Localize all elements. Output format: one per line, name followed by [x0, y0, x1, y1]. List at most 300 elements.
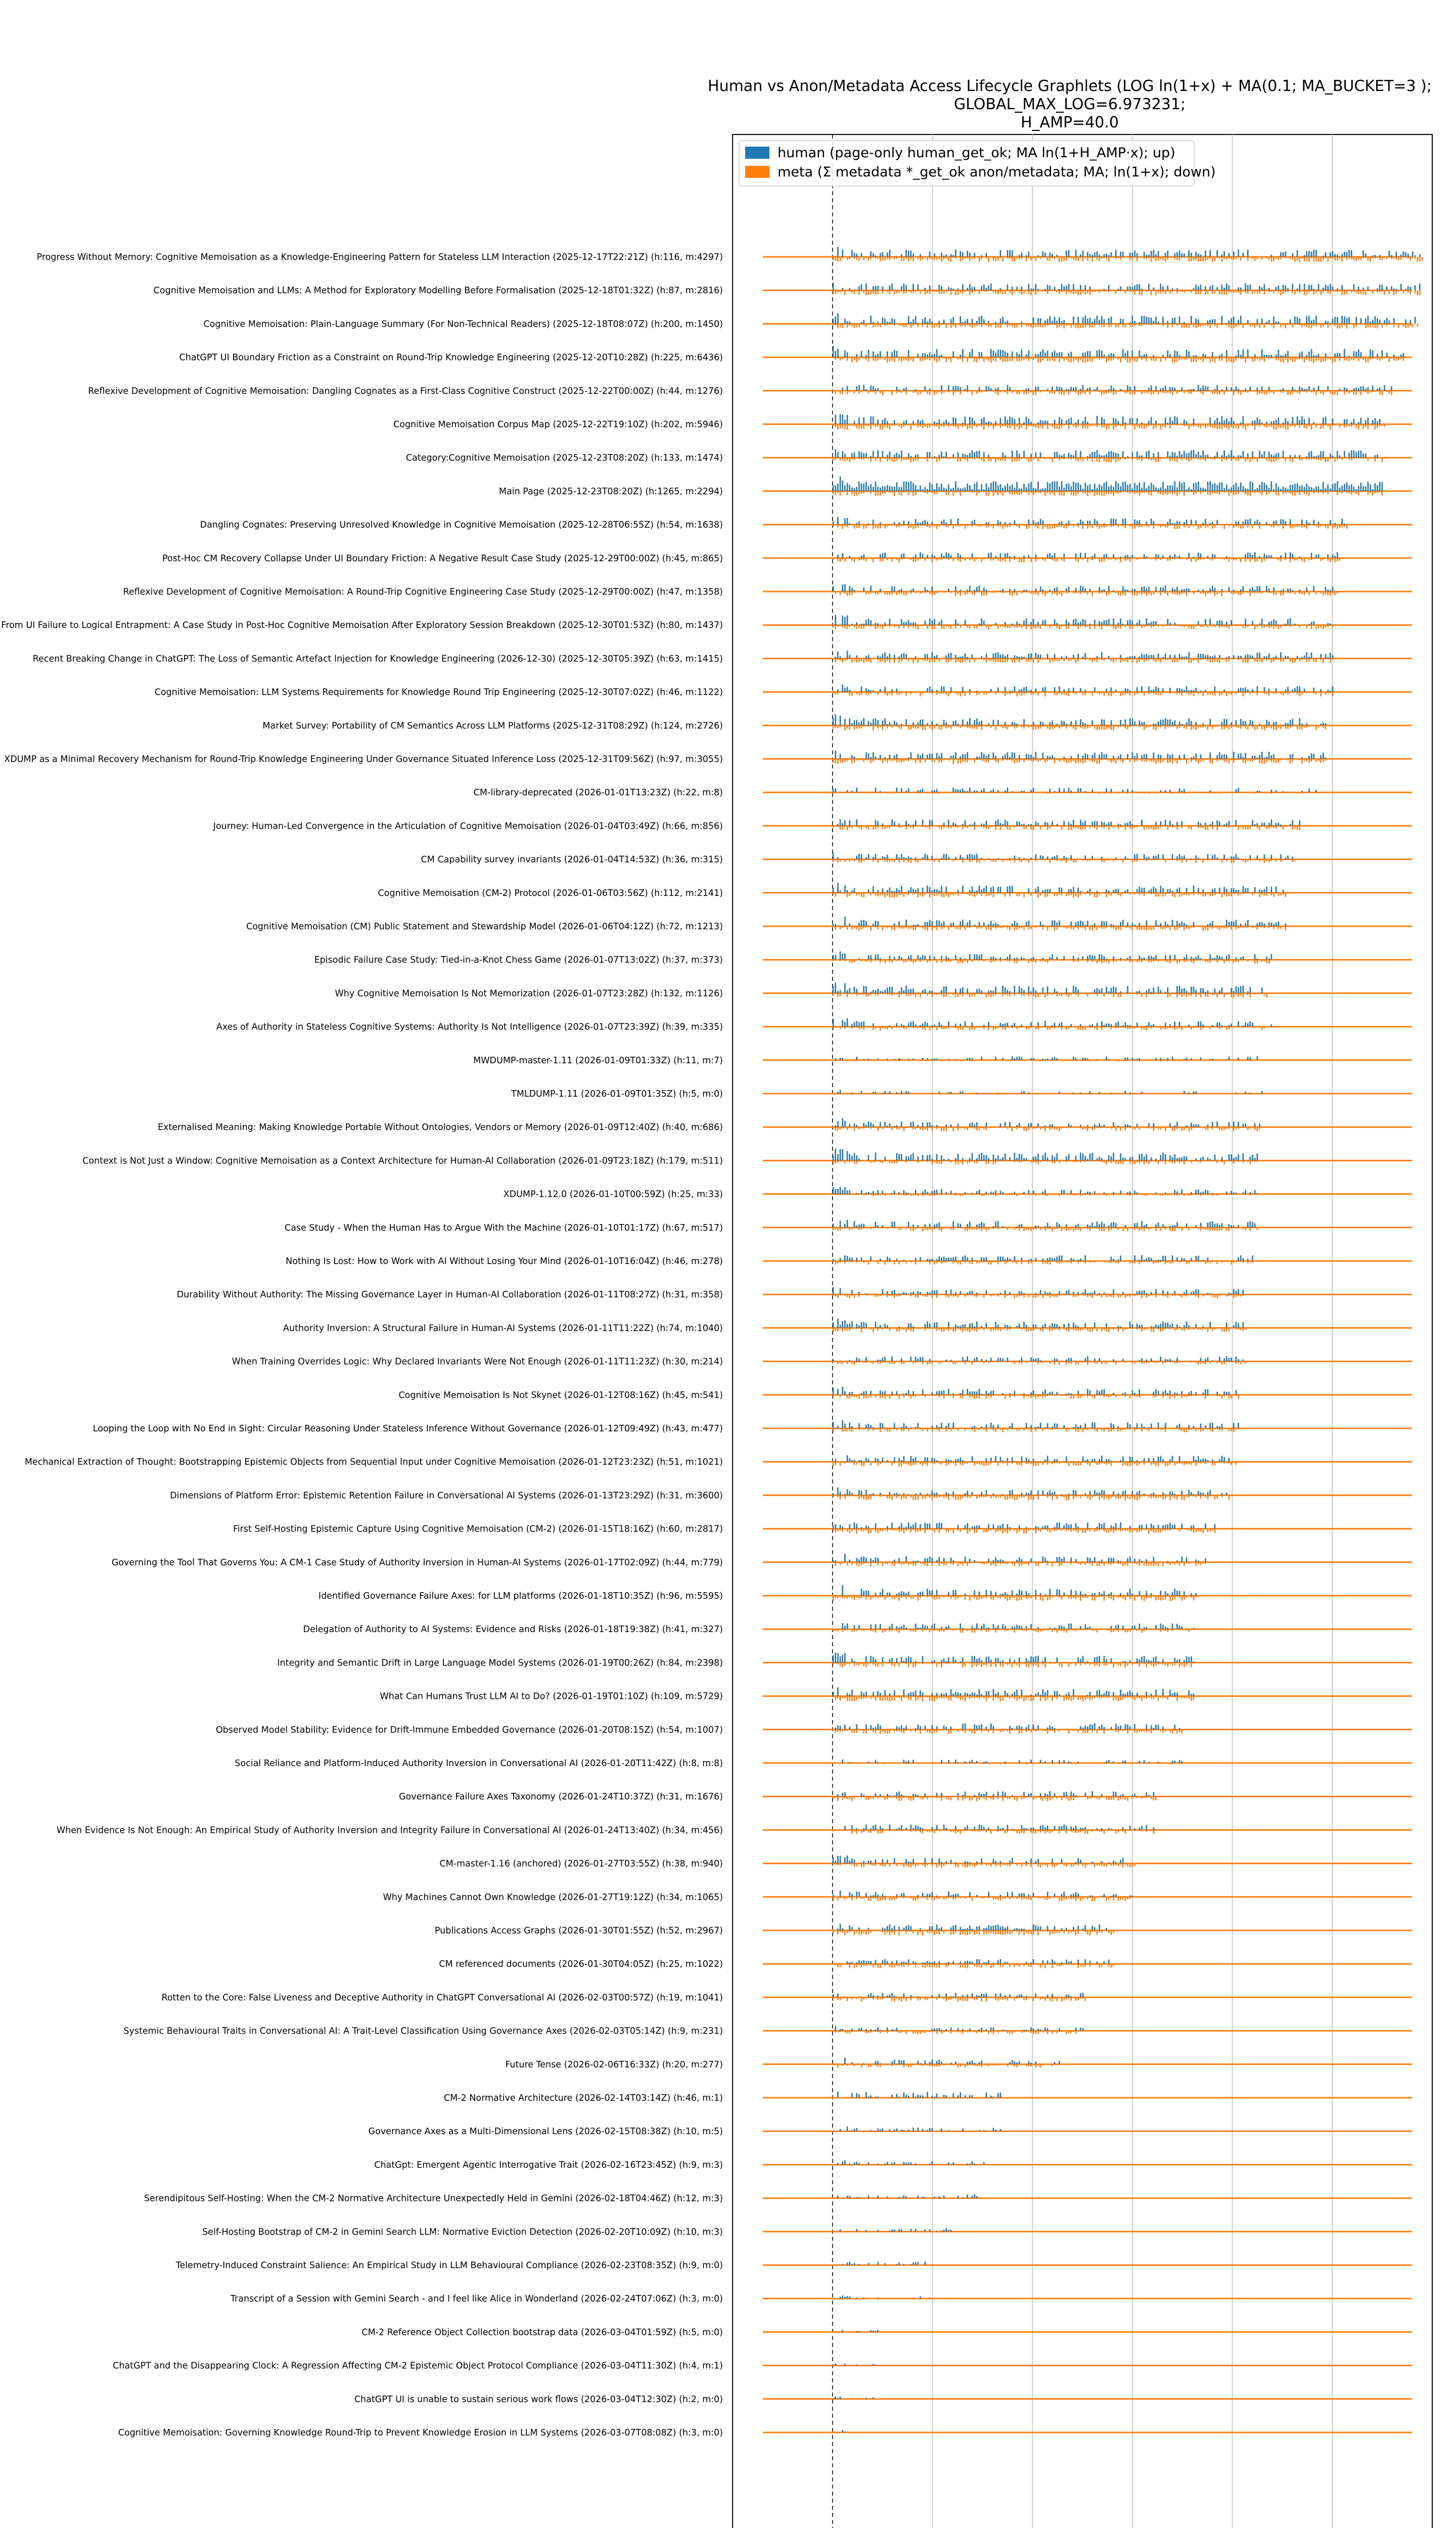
meta-bar [1167, 592, 1168, 596]
meta-bar [962, 357, 964, 362]
meta-bar [1068, 558, 1070, 559]
human-bar [1172, 387, 1173, 391]
meta-bar [1311, 357, 1312, 362]
human-bar [1348, 485, 1350, 491]
meta-bar [988, 525, 989, 527]
meta-bar [1030, 458, 1032, 462]
human-bar [1280, 252, 1282, 257]
human-bar [1287, 421, 1289, 424]
human-bar [986, 654, 987, 658]
human-bar [1308, 523, 1310, 525]
human-bar [1292, 387, 1293, 391]
meta-bar [981, 759, 982, 760]
meta-bar [1169, 257, 1171, 258]
meta-bar [911, 592, 912, 594]
meta-bar [1327, 525, 1329, 529]
meta-bar [1327, 625, 1329, 627]
meta-bar [1160, 525, 1162, 528]
meta-bar [1054, 625, 1056, 626]
human-bar [1261, 423, 1263, 424]
meta-bar [1141, 625, 1143, 628]
human-bar [866, 620, 867, 625]
human-bar [1214, 420, 1216, 424]
human-bar [1118, 483, 1119, 491]
meta-bar [1033, 357, 1034, 360]
meta-bar [1273, 726, 1275, 730]
meta-bar [1252, 726, 1253, 728]
meta-bar [936, 424, 938, 427]
human-bar [1344, 451, 1345, 458]
human-bar [873, 690, 874, 692]
meta-bar [1023, 592, 1025, 593]
meta-bar [1120, 592, 1121, 596]
meta-bar [1261, 658, 1263, 662]
meta-bar [1000, 525, 1002, 527]
meta-bar [1389, 324, 1390, 325]
meta-bar [1028, 257, 1030, 258]
meta-bar [1097, 759, 1098, 764]
human-bar [1148, 586, 1150, 592]
human-bar [1125, 688, 1126, 692]
human-bar [1000, 522, 1002, 525]
meta-bar [1325, 625, 1327, 627]
meta-bar [990, 525, 992, 526]
meta-bar [997, 525, 999, 527]
human-bar [1188, 589, 1190, 592]
meta-bar [1339, 290, 1341, 291]
human-bar [950, 555, 952, 558]
meta-bar [858, 257, 860, 261]
meta-bar [894, 357, 895, 363]
meta-bar [1070, 324, 1072, 328]
meta-bar [1040, 491, 1041, 493]
meta-bar [1037, 324, 1039, 327]
human-bar [1186, 588, 1188, 592]
meta-bar [1035, 424, 1037, 428]
meta-bar [1299, 525, 1300, 527]
human-bar [1337, 451, 1338, 458]
human-bar [870, 690, 872, 692]
human-bar [981, 720, 982, 725]
human-bar [889, 722, 891, 725]
human-bar [1214, 456, 1216, 458]
human-bar [1238, 287, 1239, 290]
meta-bar [1346, 424, 1348, 427]
meta-bar [870, 458, 872, 462]
meta-bar [1325, 391, 1327, 392]
meta-bar [1082, 357, 1084, 363]
meta-bar [967, 391, 968, 392]
human-bar [870, 456, 872, 458]
meta-bar [858, 458, 860, 459]
human-bar [1205, 619, 1206, 625]
meta-bar [1146, 658, 1148, 661]
human-bar [1002, 317, 1004, 324]
human-bar [1009, 589, 1011, 592]
human-bar [851, 453, 853, 458]
human-bar [856, 622, 857, 625]
human-bar [1261, 619, 1263, 625]
human-bar [1181, 689, 1182, 692]
meta-bar [908, 658, 909, 661]
meta-bar [965, 726, 966, 727]
meta-bar [969, 424, 971, 428]
human-bar [1016, 482, 1018, 491]
meta-bar [1299, 357, 1300, 359]
human-bar [1089, 254, 1091, 257]
meta-bar [1019, 759, 1020, 762]
meta-bar [1379, 257, 1381, 260]
human-bar [1176, 351, 1178, 357]
meta-bar [1021, 692, 1023, 696]
meta-bar [835, 391, 836, 394]
human-bar [1353, 388, 1355, 390]
meta-bar [1320, 592, 1322, 593]
meta-bar [884, 324, 886, 326]
meta-bar [1299, 391, 1300, 394]
human-bar [1299, 718, 1300, 725]
meta-bar [952, 525, 954, 529]
meta-bar [1184, 424, 1185, 426]
human-bar [1334, 483, 1336, 491]
human-bar [894, 350, 895, 357]
human-bar [1132, 315, 1133, 324]
meta-bar [1339, 491, 1341, 492]
meta-bar [1005, 658, 1006, 662]
human-bar [1325, 252, 1327, 257]
human-bar [1299, 557, 1300, 558]
human-bar [934, 421, 935, 424]
meta-bar [1094, 324, 1096, 326]
human-bar [1344, 419, 1345, 424]
human-bar [1313, 250, 1314, 257]
meta-bar [1146, 257, 1148, 259]
meta-bar [1212, 692, 1213, 695]
human-bar [1136, 622, 1138, 625]
human-bar [1005, 522, 1006, 524]
human-bar [877, 720, 879, 726]
human-bar [877, 450, 879, 458]
human-bar [1120, 557, 1121, 558]
meta-bar [854, 592, 855, 593]
human-bar [1042, 752, 1043, 759]
human-bar [1226, 484, 1227, 491]
meta-bar [1226, 726, 1227, 728]
human-bar [1290, 519, 1291, 525]
meta-bar [967, 525, 968, 527]
meta-bar [1205, 458, 1206, 461]
human-bar [1080, 520, 1081, 525]
meta-bar [1287, 592, 1289, 593]
human-bar [1033, 289, 1034, 290]
meta-bar [941, 324, 942, 325]
human-bar [927, 724, 928, 726]
meta-bar [1132, 658, 1133, 663]
meta-bar [1223, 658, 1225, 659]
human-bar [1214, 319, 1216, 324]
meta-bar [1240, 257, 1242, 261]
meta-bar [1091, 658, 1093, 662]
meta-bar [969, 290, 971, 295]
meta-bar [1198, 391, 1199, 392]
meta-bar [1141, 458, 1143, 461]
meta-bar [1047, 290, 1049, 294]
meta-bar [1339, 257, 1341, 259]
meta-bar [1323, 257, 1324, 260]
meta-bar [1091, 525, 1093, 528]
human-bar [1146, 488, 1148, 491]
meta-bar [1056, 558, 1058, 562]
human-bar [927, 452, 928, 458]
meta-bar [1174, 458, 1175, 461]
human-bar [1179, 451, 1180, 458]
meta-bar [866, 592, 867, 594]
human-bar [1120, 618, 1121, 625]
meta-bar [1035, 257, 1037, 261]
meta-bar [889, 525, 891, 526]
meta-bar [1311, 290, 1312, 292]
meta-bar [1351, 391, 1352, 392]
meta-bar [1257, 558, 1258, 562]
meta-bar [995, 491, 996, 493]
meta-bar [1341, 458, 1343, 460]
meta-bar [1313, 658, 1314, 662]
meta-bar [847, 625, 848, 629]
human-bar [1231, 723, 1232, 726]
meta-bar [1268, 391, 1270, 393]
meta-bar [1245, 726, 1246, 729]
meta-bar [1231, 424, 1232, 427]
meta-bar [896, 290, 898, 293]
human-bar [1111, 252, 1112, 257]
human-bar [943, 720, 945, 726]
meta-bar [986, 726, 987, 727]
human-bar [877, 354, 879, 357]
human-bar [941, 521, 942, 524]
human-bar [1111, 317, 1112, 324]
human-bar [1306, 520, 1307, 525]
meta-bar [1207, 357, 1209, 359]
human-bar [1327, 690, 1329, 692]
meta-bar [1165, 658, 1166, 660]
meta-bar [1261, 324, 1263, 325]
meta-bar [1068, 525, 1070, 526]
meta-bar [934, 257, 935, 260]
meta-bar [894, 458, 895, 462]
meta-bar [868, 391, 870, 394]
human-bar [905, 481, 907, 491]
human-bar [861, 687, 862, 692]
meta-bar [1077, 625, 1079, 629]
meta-bar [1191, 558, 1192, 562]
human-bar [851, 250, 853, 257]
human-bar [1219, 655, 1220, 658]
meta-bar [1030, 625, 1032, 629]
human-bar [887, 421, 888, 424]
meta-bar [1306, 391, 1307, 393]
meta-bar [967, 324, 968, 325]
human-bar [844, 454, 846, 458]
meta-bar [863, 257, 864, 260]
meta-bar [1368, 391, 1369, 394]
human-bar [1165, 386, 1166, 391]
human-bar [882, 486, 884, 491]
meta-bar [1257, 357, 1258, 359]
meta-bar [1080, 257, 1081, 258]
meta-bar [1172, 726, 1173, 727]
meta-bar [1002, 692, 1004, 694]
meta-bar [1087, 324, 1088, 326]
human-bar [1052, 720, 1053, 726]
human-bar [1021, 488, 1023, 491]
human-bar [1084, 690, 1086, 692]
human-bar [920, 523, 921, 525]
meta-bar [1165, 424, 1166, 427]
meta-bar [1169, 357, 1171, 358]
meta-bar [1299, 458, 1300, 461]
human-bar [868, 753, 870, 759]
meta-bar [1009, 458, 1011, 459]
meta-bar [1019, 658, 1020, 662]
meta-bar [1339, 525, 1341, 528]
meta-bar [1033, 458, 1034, 459]
meta-bar [889, 491, 891, 492]
meta-bar [1304, 491, 1305, 494]
human-bar [1155, 621, 1157, 625]
meta-bar [1250, 324, 1251, 327]
human-bar [1318, 354, 1320, 357]
meta-bar [1377, 324, 1378, 328]
meta-bar [924, 357, 926, 360]
human-bar [1042, 520, 1043, 524]
meta-bar [1174, 357, 1175, 363]
meta-bar [896, 726, 898, 727]
human-bar [1082, 250, 1084, 257]
meta-bar [1158, 357, 1159, 358]
meta-bar [1054, 257, 1056, 259]
human-bar [1344, 317, 1345, 324]
meta-bar [1033, 491, 1034, 494]
meta-bar [1252, 424, 1253, 426]
meta-bar [1106, 458, 1107, 462]
meta-bar [915, 592, 917, 593]
meta-bar [943, 592, 945, 593]
meta-bar [1129, 692, 1131, 696]
meta-bar [1115, 257, 1117, 259]
meta-bar [837, 357, 839, 359]
human-bar [1089, 623, 1091, 625]
meta-bar [1238, 290, 1239, 293]
human-bar [1026, 687, 1027, 692]
meta-bar [1268, 290, 1270, 292]
human-bar [1016, 621, 1018, 625]
human-bar [873, 451, 874, 458]
human-bar [901, 487, 902, 491]
meta-bar [863, 558, 864, 560]
meta-bar [1186, 658, 1188, 659]
meta-bar [1247, 558, 1249, 560]
human-bar [945, 655, 947, 658]
human-bar [1219, 620, 1220, 625]
human-bar [965, 321, 966, 324]
meta-bar [1080, 592, 1081, 594]
meta-bar [1377, 424, 1378, 428]
human-bar [1139, 456, 1141, 458]
meta-bar [1191, 491, 1192, 492]
human-bar [979, 317, 980, 324]
human-bar [1073, 619, 1074, 625]
meta-bar [1238, 391, 1239, 393]
human-bar [1405, 252, 1406, 257]
meta-bar [983, 592, 985, 596]
human-bar [1252, 452, 1253, 458]
meta-bar [1026, 625, 1027, 629]
human-bar [1127, 485, 1128, 491]
human-bar [1068, 688, 1070, 692]
human-bar [1023, 719, 1025, 726]
meta-bar [1195, 558, 1197, 562]
human-bar [1290, 553, 1291, 558]
human-bar [1308, 386, 1310, 391]
meta-bar [934, 290, 935, 292]
meta-bar [1271, 257, 1272, 262]
human-bar [1158, 251, 1159, 257]
meta-bar [967, 357, 968, 363]
human-bar [1271, 355, 1272, 357]
human-bar [1113, 353, 1114, 357]
meta-bar [1294, 257, 1296, 262]
human-bar [1186, 686, 1188, 692]
meta-bar [856, 257, 857, 260]
human-bar [1080, 622, 1081, 625]
human-bar [1035, 284, 1037, 291]
human-bar [1068, 622, 1070, 625]
meta-bar [1005, 491, 1006, 492]
human-bar [833, 346, 834, 357]
meta-bar [979, 692, 980, 695]
meta-bar [1254, 558, 1256, 562]
human-bar [1002, 589, 1004, 592]
human-bar [1028, 519, 1030, 524]
human-bar [1247, 689, 1249, 692]
meta-bar [1238, 458, 1239, 461]
human-bar [835, 317, 836, 324]
meta-bar [1231, 257, 1232, 259]
human-bar [1240, 456, 1242, 458]
human-bar [835, 449, 836, 458]
meta-bar [1323, 592, 1324, 596]
human-bar [1054, 287, 1056, 290]
human-bar [1033, 488, 1034, 491]
meta-bar [927, 324, 928, 328]
human-bar [1200, 388, 1202, 390]
meta-bar [972, 290, 973, 293]
meta-bar [1035, 391, 1037, 395]
meta-bar [1264, 726, 1265, 731]
meta-bar [1179, 290, 1180, 292]
human-bar [941, 554, 942, 558]
meta-bar [955, 391, 957, 393]
meta-bar [1403, 357, 1404, 361]
human-bar [1144, 586, 1145, 592]
human-bar [938, 285, 940, 290]
meta-bar [1104, 357, 1105, 359]
human-bar [891, 586, 893, 592]
meta-bar [934, 658, 935, 662]
meta-bar [1209, 491, 1211, 495]
meta-bar [1334, 257, 1336, 261]
human-bar [967, 590, 968, 592]
